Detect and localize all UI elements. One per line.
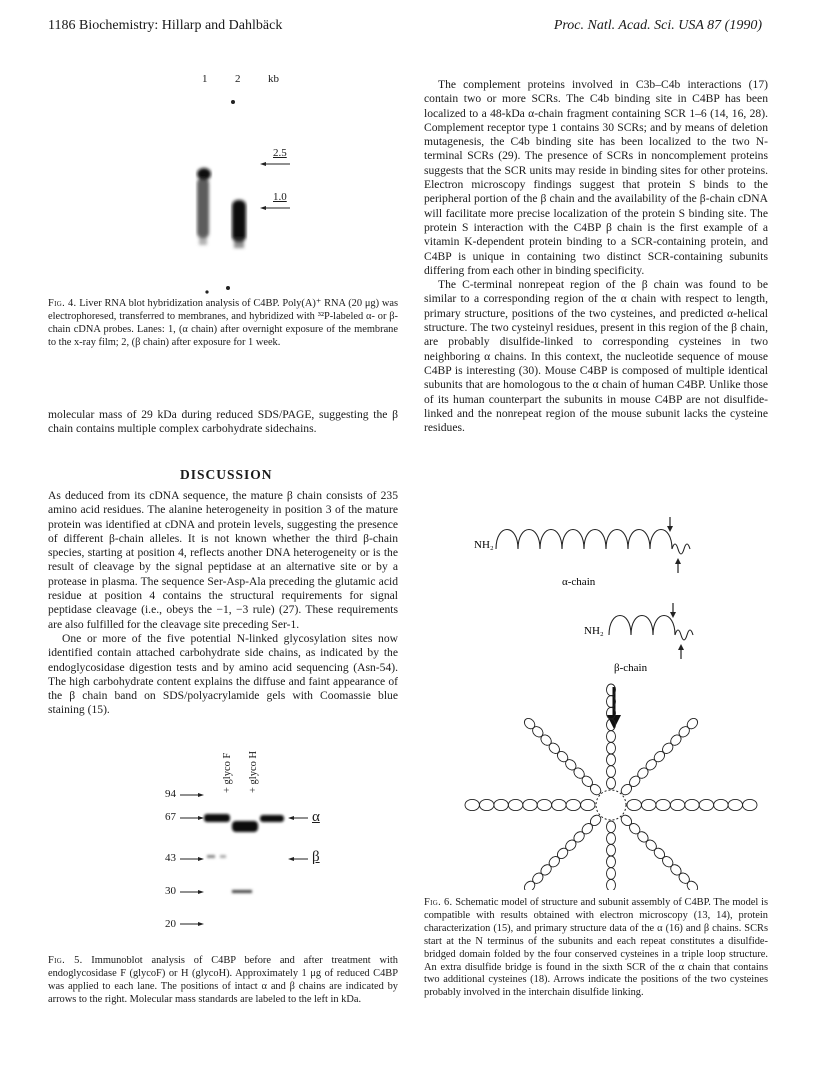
fig6-beta-chain [609, 616, 675, 636]
fig6-arm-2-loop-7 [728, 799, 742, 810]
fig6-arm-7-loop-2 [572, 766, 587, 781]
fig6-arm-7-loop-4 [555, 749, 570, 764]
fig6-arm-3-loop-2 [636, 830, 651, 845]
fig6-arm-6-loop-0 [581, 799, 595, 810]
fig6-alpha-arrow-bottom-head [675, 558, 681, 564]
figure-6-schematic [424, 515, 768, 890]
fig6-drawing [424, 515, 768, 890]
figure-6-caption [424, 897, 768, 1000]
fig6-arm-7-loop-5 [547, 741, 562, 756]
fig6-arm-2-loop-0 [627, 799, 641, 810]
fig5-mw-94: 94 [165, 788, 176, 800]
fig5-lane-glycoF: + glyco F [222, 752, 233, 793]
fig5-lane-glycoH: + glyco H [248, 750, 259, 793]
fig6-arm-2-loop-5 [699, 799, 713, 810]
fig6-arm-0-loop-4 [607, 731, 616, 743]
fig6-arm-1-loop-6 [669, 733, 684, 748]
left-paragraph-1: As deduced from its cDNA sequence, the mature β chain consists of 235 amino acid residues. The alanine heterogeneity in position 3 of the mature protein was identified at cDNA and protein levels, suggesting the presence of different β-chain alleles. It is not known whether the third β-chain species, starting at position 4, reflects another DNA heterogeneity or is the result of cleavage by the signal peptidase at an alternative site or by a protease in plasma. The sequence Ser-Asp-Ala preceding the glutamic acid residue at position 4 contains the structural requirements for signal peptidase cleavage (i.e., obeys the −1, −3 rule) (27). These requirements are also fulfilled for the cleavage site preceding Ser-1. [48, 489, 398, 631]
fig6-arm-2-loop-8 [743, 799, 757, 810]
fig4-bands [180, 70, 340, 320]
figure-5-blot [160, 735, 360, 945]
fig6-arm-5-loop-8 [522, 879, 537, 890]
fig6-arm-3-loop-5 [660, 854, 675, 869]
fig6-arm-1-loop-8 [685, 716, 700, 731]
right-paragraph-2: The C-terminal nonrepeat region of the β chain was found to be similar to a corresponding region of the α chain with respect to length, primary structure, positions of the two cysteines, and predicted α-helical structure. The two cysteinyl residues, present in this region of the β chain, are probably disulfide-linked to corresponding cysteines in two neighboring α chains. In this context, the nucleotide sequence of mouse C4BP is interesting (30). Mouse C4BP is composed of multiple identical subunits that are homologous to the α chain of human C4BP. Unlike those of its human counterpart the subunits in mouse C4BP are not disulfide-linked and the nonrepeat region of the mouse subunit lacks the cysteine residues. [424, 278, 768, 435]
fig6-arm-3-loop-8 [685, 879, 700, 890]
fig6-arm-7-loop-1 [580, 774, 595, 789]
fig6-arm-5-loop-3 [564, 838, 579, 853]
fig5-caption-label: Fig. 5. [48, 955, 83, 966]
running-header-left: 1186 Biochemistry: Hillarp and Dahlbäck [48, 18, 283, 33]
fig5-alpha-label: α [312, 809, 320, 825]
fig6-arm-2-loop-3 [670, 799, 684, 810]
discussion-heading: DISCUSSION [180, 467, 273, 482]
fig6-arm-6-loop-8 [465, 799, 479, 810]
fig6-arm-6-loop-6 [494, 799, 508, 810]
fig5-mw-20: 20 [165, 918, 176, 930]
fig4-lane-1: 1 [202, 73, 208, 85]
fig6-arm-2-loop-4 [685, 799, 699, 810]
fig6-core [596, 790, 626, 820]
fig4-marker-1-0: 1.0 [273, 191, 287, 203]
fig6-arm-7-loop-0 [588, 782, 603, 797]
fig5-mw-67: 67 [165, 811, 176, 823]
left-paragraph-0: molecular mass of 29 kDa during reduced SDS/PAGE, suggesting the β chain contains multiple complex carbohydrate sidechains. [48, 408, 398, 436]
fig6-arm-7-loop-6 [539, 733, 554, 748]
fig6-arm-3-loop-7 [677, 871, 692, 886]
right-column-body [424, 78, 768, 435]
fig5-mw-30: 30 [165, 885, 176, 897]
left-column-body [48, 489, 398, 718]
fig6-arm-3-loop-0 [619, 813, 634, 828]
fig6-beta-arrow-bottom-head [678, 644, 684, 650]
left-paragraph-2: One or more of the five potential N-linked glycosylation sites now identified contain attached carbohydrate side chains, as indicated by the endoglycosidase digestion tests and by amino acid sequencing (Asn-54). The high carbohydrate content explains the diffuse and faint appearance of the β chain band on SDS/polyacrylamide gels with Coomassie blue staining (15). [48, 631, 398, 717]
fig6-alpha-chain [496, 530, 672, 550]
left-column-top [48, 408, 398, 437]
fig6-arm-5-loop-1 [580, 821, 595, 836]
figure-4-caption [48, 298, 398, 350]
fig6-arm-0-loop-0 [607, 777, 616, 789]
figure-5-caption [48, 955, 398, 1007]
fig5-bands [160, 735, 360, 945]
fig6-arm-0-loop-1 [607, 766, 616, 778]
fig6-caption-label: Fig. 6. [424, 897, 453, 908]
fig6-arm-3-loop-1 [627, 821, 642, 836]
figure-4-blot [180, 70, 340, 320]
fig6-arm-3-loop-4 [652, 846, 667, 861]
fig6-arm-2-loop-2 [656, 799, 670, 810]
fig6-arm-5-loop-4 [555, 846, 570, 861]
fig6-arm-4-loop-2 [607, 844, 616, 856]
fig5-mw-43: 43 [165, 852, 176, 864]
fig6-arm-0-loop-3 [607, 742, 616, 754]
fig6-caption-text: Schematic model of structure and subunit assembly of C4BP. The model is compatible with results obtained with electron microscopy (13, 14), protein characterization (15), and primary structure data of the α (16) and β chains. SCRs start at the N terminus of the subunits and each repeat constitutes a disulfide-bridged domain folded by the four conserved cysteines in a triple loop structure. An extra disulfide bridge is found in the sixth SCR of the α chain that contains two additional cysteines (18). Arrows indicate the positions of the two cysteines probably involved in the interchain disulfide linking. [424, 897, 769, 999]
right-paragraph-1: The complement proteins involved in C3b–C4b interactions (17) contain two or more SCRs. The C4b binding site in C4BP has been localized to a 48-kDa α-chain fragment containing SCR 1–6 (14, 16, 28). Complement receptor type 1 contains 30 SCRs; and by means of deletion mutagenesis, the C4b binding site has been localized to the two N-terminal SCRs (29). The presence of SCRs in noncomplement proteins suggests that the SCR units may reside in binding sites for other proteins. Electron microscopy findings suggest that protein S binds to the peripheral portion of the β chain and the availability of the β-chain cDNA will facilitate more precise localization of the protein S binding site. The protein S interaction with the C4BP β chain is the first example of a vitamin K-dependent protein binding to a SCR-containing protein, and C4BP is unique in containing two distinct SCR-containing subunits differing from each other in binding specificity. [424, 78, 768, 277]
fig6-alpha-arrow-top-head [667, 526, 673, 532]
fig6-arm-1-loop-3 [644, 758, 659, 773]
fig6-arm-6-loop-3 [537, 799, 551, 810]
fig5-caption-text: Immunoblot analysis of C4BP before and after treatment with endoglycosidase F (glycoF) or H (glycoH). Approximately 1 μg of reduced C4BP was applied to each lane. The positions of intact α and β chains are indicated by arrows to the right. Molecular mass standards are labeled to the left in kDa. [48, 955, 398, 1005]
fig6-arm-1-loop-4 [652, 749, 667, 764]
fig6-beta-label: β-chain [614, 662, 648, 674]
running-header-right: Proc. Natl. Acad. Sci. USA 87 (1990) [553, 18, 762, 33]
fig6-arm-3-loop-3 [644, 838, 659, 853]
fig6-arm-5-loop-7 [531, 871, 546, 886]
fig4-caption-label: Fig. 4. [48, 298, 77, 309]
fig6-arm-5-loop-0 [588, 813, 603, 828]
fig6-arm-1-loop-1 [627, 774, 642, 789]
fig6-alpha-nh2: NH₂ [474, 539, 494, 551]
fig6-alpha-tail [672, 544, 690, 554]
fig6-arm-6-loop-1 [566, 799, 580, 810]
fig6-beta-tail [675, 630, 693, 640]
fig6-arm-7-loop-3 [564, 758, 579, 773]
fig4-caption-text: Liver RNA blot hybridization analysis of C4BP. Poly(A)⁺ RNA (20 μg) was electrophoresed, transferred to membranes, and hybridized with ³²P-labeled α- or β-chain cDNA probes. Lanes: 1, (α chain) after overnight exposure of the membrane to the x-ray film; 2, (β chain) after exposure for 1 week. [48, 298, 398, 348]
fig6-arm-6-loop-4 [523, 799, 537, 810]
fig6-beta-arrow-top-head [670, 612, 676, 618]
fig6-arm-6-loop-5 [508, 799, 522, 810]
fig6-arm-6-loop-2 [552, 799, 566, 810]
fig6-arm-4-loop-5 [607, 879, 616, 890]
fig6-arm-2-loop-6 [714, 799, 728, 810]
fig6-arm-7-loop-8 [522, 716, 537, 731]
fig6-arm-4-loop-3 [607, 856, 616, 868]
fig6-alpha-label: α-chain [562, 576, 596, 588]
fig6-arm-1-loop-5 [660, 741, 675, 756]
fig4-marker-2-5: 2.5 [273, 147, 287, 159]
fig6-arm-1-loop-2 [636, 766, 651, 781]
fig6-arm-7-loop-7 [531, 725, 546, 740]
fig6-arm-1-loop-7 [677, 725, 692, 740]
fig6-arm-5-loop-6 [539, 863, 554, 878]
fig6-arm-2-loop-1 [642, 799, 656, 810]
fig6-arm-4-loop-4 [607, 868, 616, 880]
fig6-arm-0-loop-2 [607, 754, 616, 766]
fig6-arm-3-loop-6 [669, 863, 684, 878]
fig6-arm-5-loop-2 [572, 830, 587, 845]
fig6-arm-4-loop-0 [607, 821, 616, 833]
fig6-arm-4-loop-1 [607, 833, 616, 845]
fig6-arm-5-loop-5 [547, 854, 562, 869]
fig6-beta-nh2: NH₂ [584, 625, 604, 637]
fig4-kb-label: kb [268, 73, 279, 85]
fig4-lane-2: 2 [235, 73, 241, 85]
fig5-beta-label: β [312, 849, 320, 865]
fig6-arm-6-loop-7 [480, 799, 494, 810]
